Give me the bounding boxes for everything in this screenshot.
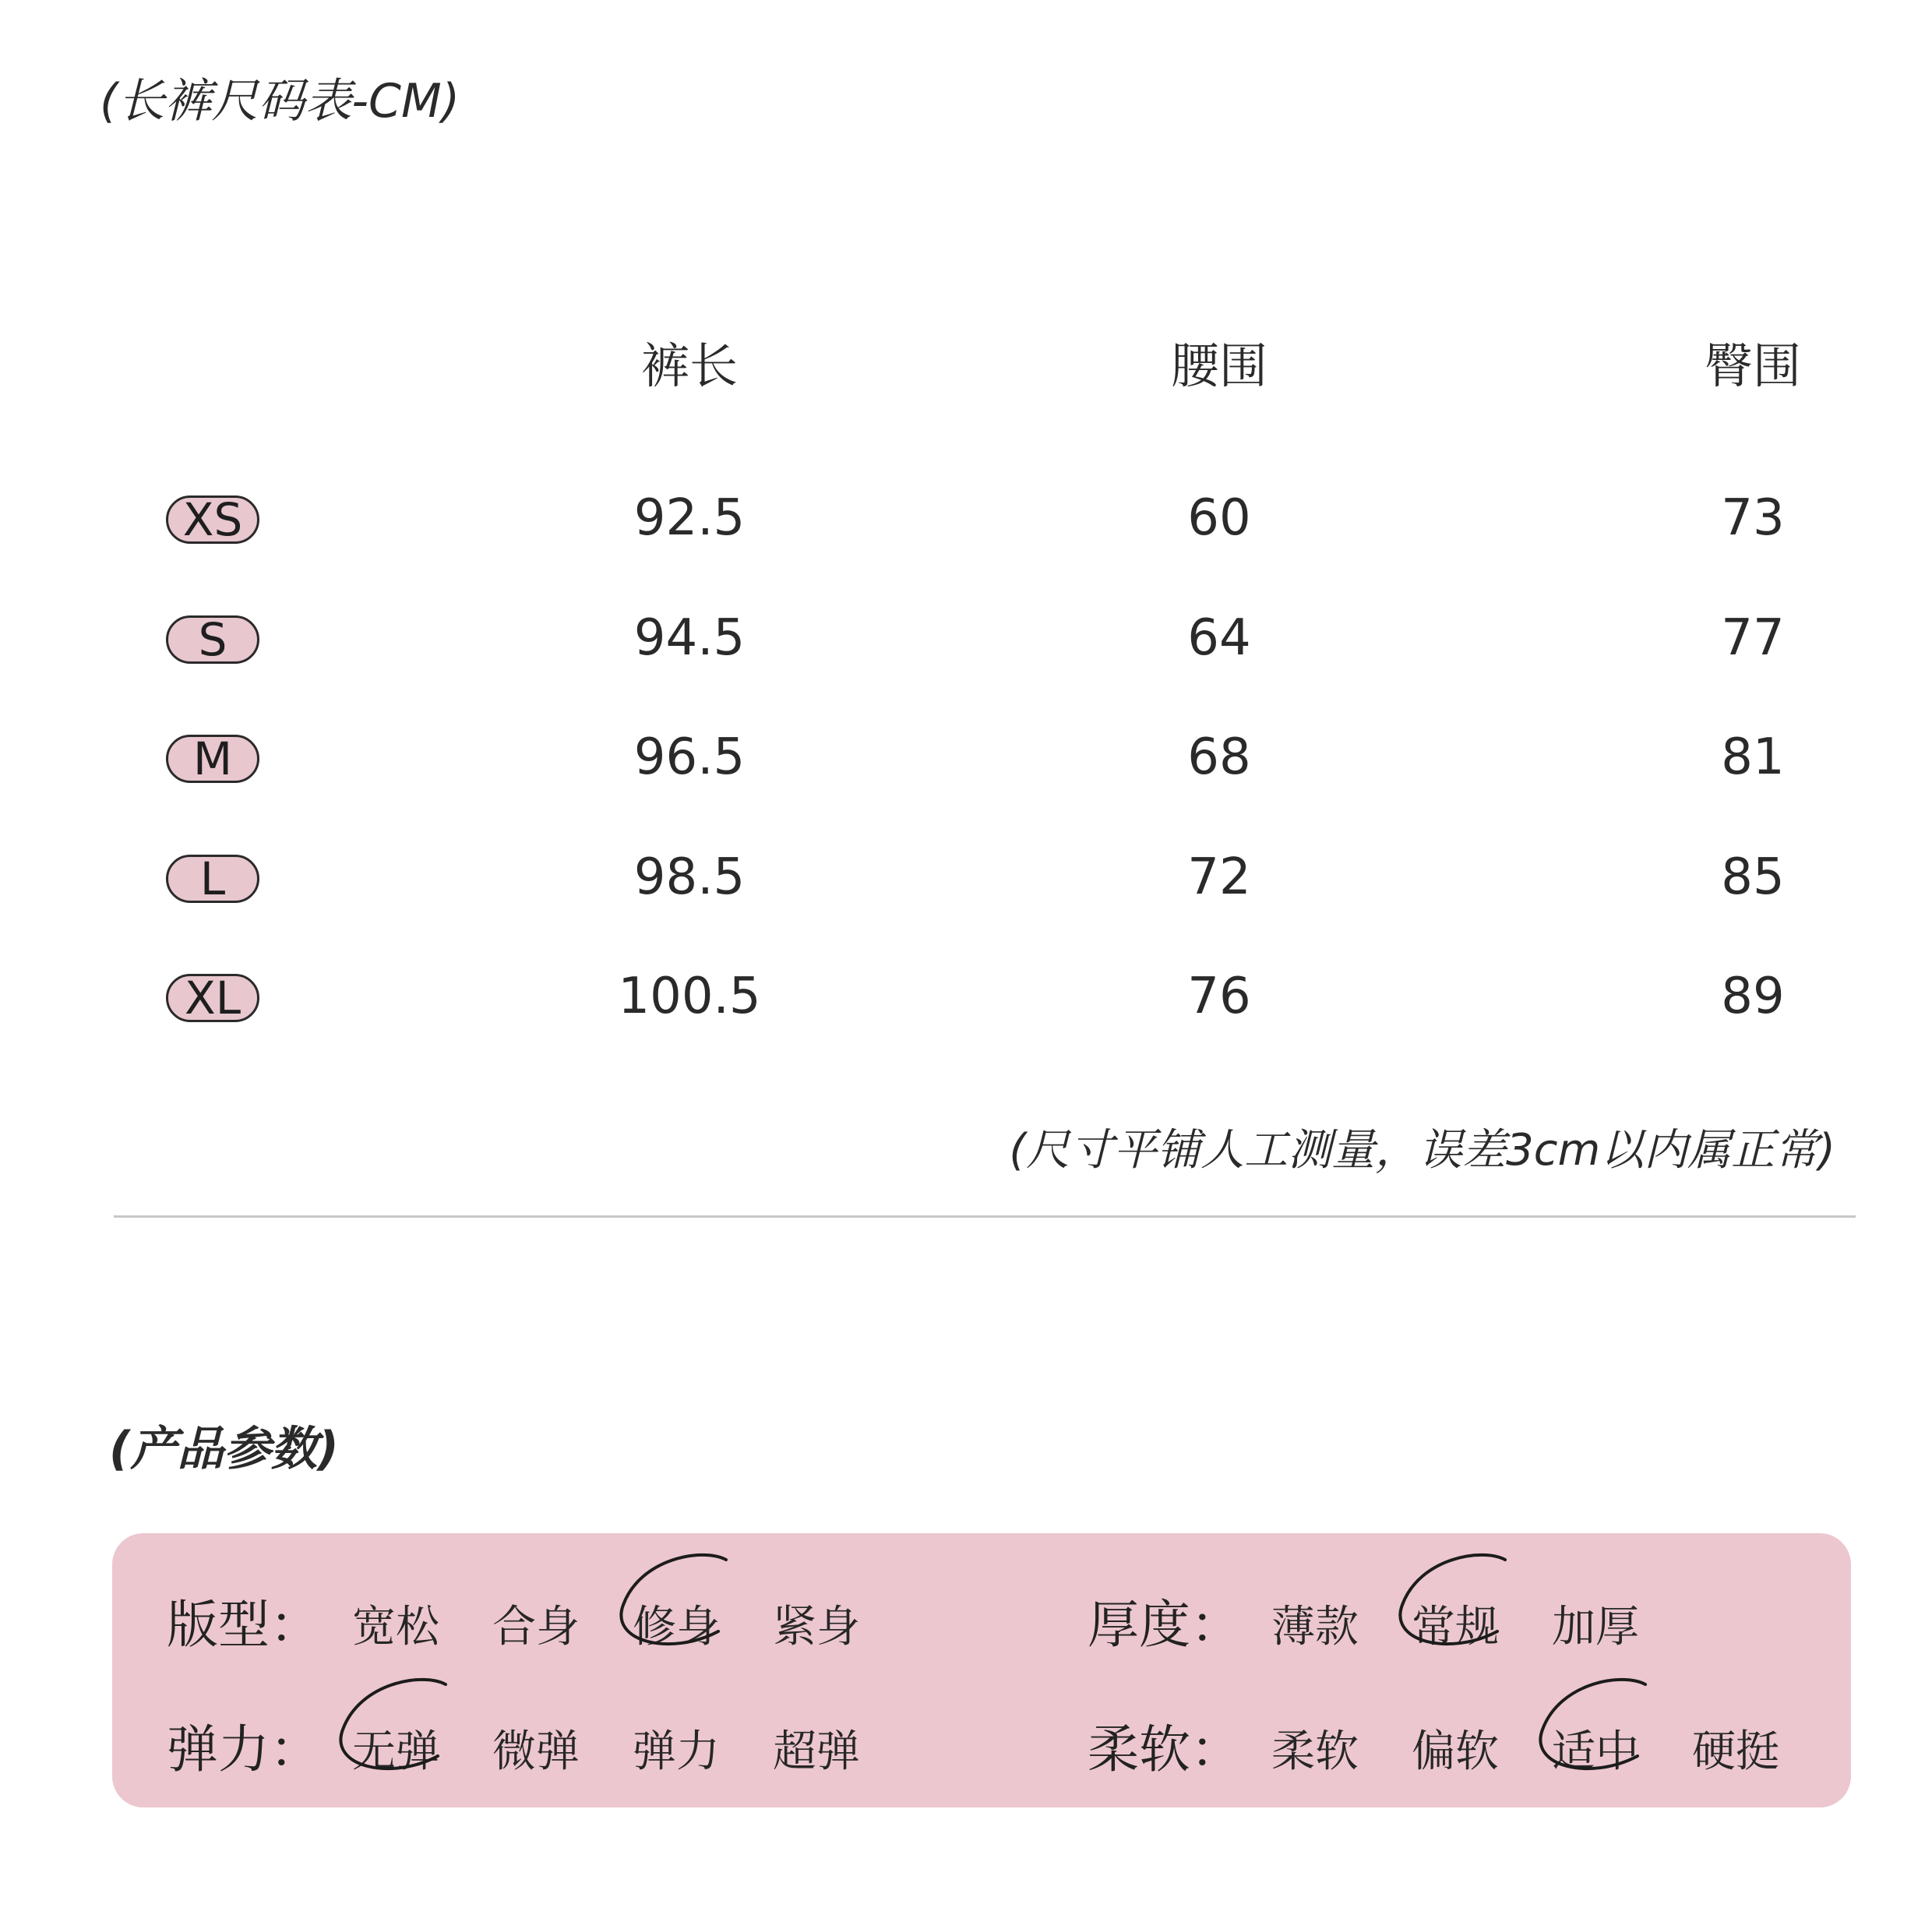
fit-option-tight: 紧身	[773, 1602, 860, 1652]
softness-option-medium: 适中	[1552, 1726, 1639, 1777]
fit-option-regular: 合身	[492, 1602, 580, 1652]
elasticity-option-none: 无弹	[352, 1726, 439, 1777]
cell-waist-xl: 76	[1187, 968, 1251, 1025]
thickness-option-regular: 常规	[1412, 1602, 1499, 1652]
size-badge-xs: XS	[166, 495, 259, 544]
elasticity-option-slight: 微弹	[492, 1726, 580, 1777]
param-label-fit: 版型：	[167, 1595, 321, 1655]
cell-length-m: 96.5	[633, 728, 746, 786]
param-label-thickness: 厚度：	[1088, 1595, 1242, 1655]
softness-option-somewhat-soft: 偏软	[1412, 1726, 1499, 1777]
size-badge-m: M	[166, 735, 259, 783]
param-label-softness: 柔软：	[1088, 1719, 1242, 1779]
cell-waist-xs: 60	[1187, 489, 1251, 547]
cell-hip-xs: 73	[1721, 489, 1785, 547]
section-divider	[114, 1215, 1856, 1218]
cell-waist-s: 64	[1187, 609, 1251, 667]
fit-option-loose: 宽松	[352, 1602, 439, 1652]
measurement-note: (尺寸平铺人工测量，误差3cm以内属正常)	[1009, 1125, 1835, 1176]
cell-waist-m: 68	[1187, 728, 1251, 786]
size-badge-l: L	[166, 855, 259, 903]
elasticity-option-stretch: 弹力	[633, 1726, 720, 1777]
size-badge-xl: XL	[166, 974, 259, 1022]
cell-length-s: 94.5	[633, 609, 746, 667]
cell-length-xs: 92.5	[633, 489, 746, 547]
column-header-hip: 臀围	[1704, 337, 1801, 394]
param-label-elasticity: 弹力：	[167, 1719, 321, 1779]
thickness-option-thick: 加厚	[1552, 1602, 1639, 1652]
params-title: (产品参数)	[109, 1422, 339, 1476]
elasticity-option-super: 超弹	[773, 1726, 860, 1777]
cell-waist-l: 72	[1187, 848, 1251, 906]
size-badge-s: S	[166, 615, 259, 664]
cell-hip-xl: 89	[1721, 968, 1785, 1025]
column-header-waist: 腰围	[1170, 337, 1267, 394]
column-header-length: 裤长	[640, 337, 738, 394]
thickness-option-thin: 薄款	[1271, 1602, 1359, 1652]
softness-option-stiff: 硬挺	[1692, 1726, 1779, 1777]
cell-length-l: 98.5	[633, 848, 746, 906]
softness-option-soft: 柔软	[1271, 1726, 1359, 1777]
size-chart-title: (长裤尺码表-CM)	[100, 74, 460, 129]
fit-option-slim: 修身	[633, 1602, 720, 1652]
cell-hip-m: 81	[1721, 728, 1785, 786]
cell-length-xl: 100.5	[618, 968, 761, 1025]
cell-hip-s: 77	[1721, 609, 1785, 667]
cell-hip-l: 85	[1721, 848, 1785, 906]
